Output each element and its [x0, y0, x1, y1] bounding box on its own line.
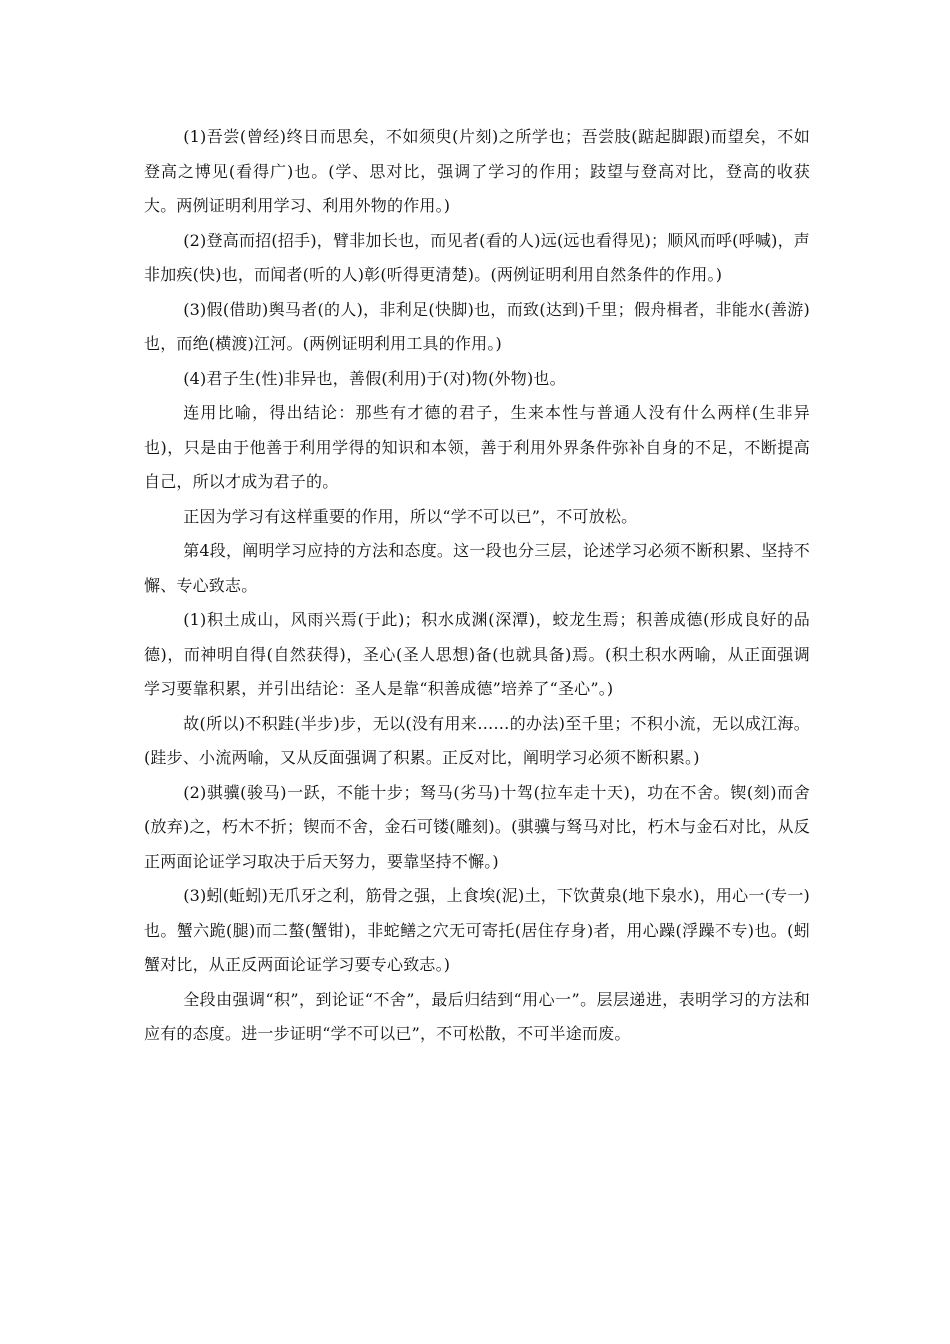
paragraph-8: (1)积土成山，风雨兴焉(于此)；积水成渊(深潭)，蛟龙生焉；积善成德(形成良好的品德)，而神明自得(自然获得)，圣心(圣人思想)备(也就具备)焉。(积土积水两喻，从正面强调学习要靠积累，并引出结论：圣人是靠“积善成德”培养了“圣心”。) [144, 610, 810, 698]
paragraph-10: (2)骐骥(骏马)一跃，不能十步；驽马(劣马)十驾(拉车走十天)，功在不舍。锲(刻)而舍(放弃)之，朽木不折；锲而不舍，金石可镂(雕刻)。(骐骥与驽马对比，朽木与金石对比，从反正两面论证学习取决于后天努力，要靠坚持不懈。) [144, 782, 810, 871]
paragraph-7: 第4段，阐明学习应持的方法和态度。这一段也分三层，论述学习必须不断积累、坚持不懈、专心致志。 [144, 541, 810, 595]
paragraph-12: 全段由强调“积”，到论证“不舍”，最后归结到“用心一”。层层递进，表明学习的方法和应有的态度。进一步证明“学不可以已”，不可松散，不可半途而废。 [144, 989, 810, 1043]
paragraph-3: (3)假(借助)舆马者(的人)，非利足(快脚)也，而致(达到)千里；假舟楫者，非能水(善游)也，而绝(横渡)江河。(两例证明利用工具的作用。) [144, 299, 810, 353]
paragraph-11: (3)蚓(蚯蚓)无爪牙之利，筋骨之强，上食埃(泥)土，下饮黄泉(地下泉水)，用心一(专一)也。蟹六跪(腿)而二螯(蟹钳)，非蛇鳝之穴无可寄托(居住存身)者，用心躁(浮躁不专)也。(蚓蟹对比，从正反两面论证学习要专心致志。) [144, 886, 810, 974]
paragraph-1: (1)吾尝(曾经)终日而思矣，不如须臾(片刻)之所学也；吾尝肢(踮起脚跟)而望矣，不如登高之博见(看得广)也。(学、思对比，强调了学习的作用；跂望与登高对比，登高的收获大。两例证明利用学习、利用外物的作用。) [144, 127, 810, 215]
paragraph-2: (2)登高而招(招手)，臂非加长也，而见者(看的人)远(远也看得见)；顺风而呼(呼喊)，声非加疾(快)也，而闻者(听的人)彰(听得更清楚)。(两例证明利用自然条件的作用。) [144, 230, 810, 284]
paragraph-9: 故(所以)不积跬(半步)步，无以(没有用来……的办法)至千里；不积小流，无以成江海。(跬步、小流两喻，又从反面强调了积累。正反对比，阐明学习必须不断积累。) [144, 713, 810, 767]
paragraph-4: (4)君子生(性)非异也，善假(利用)于(对)物(外物)也。 [183, 368, 566, 388]
paragraph-5: 连用比喻，得出结论：那些有才德的君子，生来本性与普通人没有什么两样(生非异也)，只是由于他善于利用学得的知识和本领，善于利用外界条件弥补自身的不足，不断提高自己，所以才成为君子的。 [144, 403, 810, 491]
document-body [144, 120, 810, 1052]
paragraph-6: 正因为学习有这样重要的作用，所以“学不可以已”，不可放松。 [183, 506, 638, 526]
